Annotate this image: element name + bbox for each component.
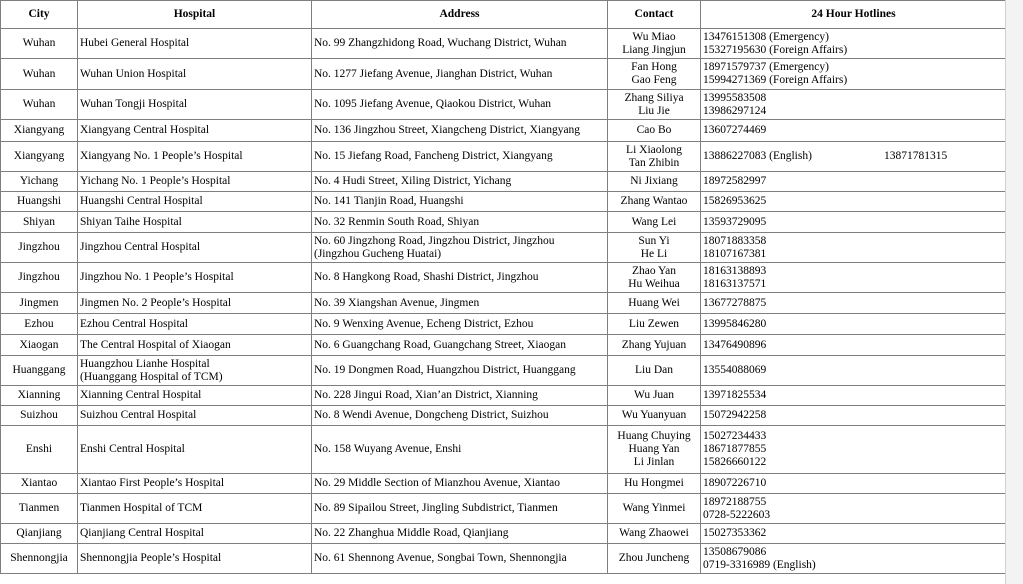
hotline-number: 13995583508 <box>703 91 767 104</box>
hospital-cell: Xiangyang No. 1 People’s Hospital <box>78 142 312 172</box>
table-row <box>1 120 1007 142</box>
hotline-cell: 13607274469 <box>701 120 1007 142</box>
hotline-number: 13886227083 (English) <box>703 150 812 162</box>
hospital-cell: Qianjiang Central Hospital <box>78 524 312 544</box>
address-line: No. 60 Jingzhong Road, Jingzhou District, Jingzhou <box>314 234 555 247</box>
hotline-number: 18972188755 <box>703 495 767 508</box>
contact-name: Tan Zhibin <box>628 156 680 169</box>
contact-cell: Huang Wei <box>608 293 701 314</box>
hotline-cell: 13476490896 <box>701 335 1007 356</box>
contact-cell: Zhang Yujuan <box>608 335 701 356</box>
table-row <box>1 233 1007 263</box>
table-row <box>1 142 1007 172</box>
city-cell: Qianjiang <box>1 524 78 544</box>
hospital-cell: Tianmen Hospital of TCM <box>78 494 312 524</box>
hotline-number: 18671877855 <box>703 443 767 455</box>
header-row <box>1 1 1007 29</box>
hotline-cell <box>701 233 1007 263</box>
table-row <box>1 335 1007 356</box>
window-edge <box>1005 0 1023 584</box>
hotline-cell <box>701 544 1007 574</box>
hotline-number: 18163137571 <box>703 277 767 290</box>
address-cell: No. 32 Renmin South Road, Shiyan <box>312 212 608 233</box>
hotline-number: 13508679086 <box>703 545 767 558</box>
address-cell: No. 1277 Jiefang Avenue, Jianghan District, Wuhan <box>312 59 608 90</box>
hospital-cell: Shennongjia People’s Hospital <box>78 544 312 574</box>
hotline-number: 0728-5222603 <box>703 508 771 521</box>
address-cell: No. 61 Shennong Avenue, Songbai Town, Shennongjia <box>312 544 608 574</box>
contact-name: Fan Hong <box>631 61 677 73</box>
hospital-cell: The Central Hospital of Xiaogan <box>78 335 312 356</box>
table-row <box>1 263 1007 293</box>
table-row <box>1 172 1007 192</box>
hotline-cell: 15072942258 <box>701 406 1007 426</box>
table-row <box>1 314 1007 335</box>
table-row <box>1 406 1007 426</box>
contact-cell <box>608 90 701 120</box>
address-cell: No. 4 Hudi Street, Xiling District, Yichang <box>312 172 608 192</box>
contact-cell: Wu Juan <box>608 386 701 406</box>
contact-cell: Liu Dan <box>608 356 701 386</box>
contact-name: Gao Feng <box>631 74 677 86</box>
address-cell: No. 22 Zhanghua Middle Road, Qianjiang <box>312 524 608 544</box>
hospital-cell: Yichang No. 1 People’s Hospital <box>78 172 312 192</box>
contact-name: Hu Weihua <box>628 277 680 290</box>
hotline-number: 0719-3316989 (English) <box>703 558 816 571</box>
table-row <box>1 524 1007 544</box>
city-cell: Yichang <box>1 172 78 192</box>
address-cell: No. 19 Dongmen Road, Huangzhou District, Huanggang <box>312 356 608 386</box>
hotline-number: 13476151308 (Emergency) <box>703 30 829 43</box>
hotline-cell <box>701 494 1007 524</box>
city-cell: Suizhou <box>1 406 78 426</box>
hotline-cell: 15027353362 <box>701 524 1007 544</box>
hospital-cell: Hubei General Hospital <box>78 29 312 59</box>
contact-cell <box>608 59 701 90</box>
city-cell: Ezhou <box>1 314 78 335</box>
address-cell: No. 1095 Jiefang Avenue, Qiaokou District, Wuhan <box>312 90 608 120</box>
header-hospital: Hospital <box>78 1 312 29</box>
contact-cell: Cao Bo <box>608 120 701 142</box>
hotline-number: 18971579737 (Emergency) <box>703 61 829 73</box>
contact-cell <box>608 29 701 59</box>
hotline-cell: 13995846280 <box>701 314 1007 335</box>
hospital-line: (Huanggang Hospital of TCM) <box>80 370 223 383</box>
table-row <box>1 494 1007 524</box>
hospital-cell: Jingmen No. 2 People’s Hospital <box>78 293 312 314</box>
hotline-number: 15994271369 (Foreign Affairs) <box>703 74 848 86</box>
table-row <box>1 90 1007 120</box>
hospital-line: Huangzhou Lianhe Hospital <box>80 357 210 370</box>
contact-cell: Ni Jixiang <box>608 172 701 192</box>
address-cell: No. 39 Xiangshan Avenue, Jingmen <box>312 293 608 314</box>
hotline-cell: 13677278875 <box>701 293 1007 314</box>
contact-name: Zhang Siliya <box>624 91 684 104</box>
city-cell: Xiaogan <box>1 335 78 356</box>
hospital-cell: Wuhan Tongji Hospital <box>78 90 312 120</box>
hotline-number: 15826660122 <box>703 456 767 468</box>
table-row <box>1 59 1007 90</box>
hotline-cell <box>701 29 1007 59</box>
hospital-cell: Xiantao First People’s Hospital <box>78 474 312 494</box>
city-cell: Xianning <box>1 386 78 406</box>
contact-name: Wu Miao <box>632 30 676 43</box>
hospital-cell: Suizhou Central Hospital <box>78 406 312 426</box>
contact-name: Liu Jie <box>638 104 670 117</box>
hotline-number: 15327195630 (Foreign Affairs) <box>703 43 848 56</box>
hospital-cell: Jingzhou No. 1 People’s Hospital <box>78 263 312 293</box>
hotline-cell: 15826953625 <box>701 192 1007 212</box>
table-row <box>1 293 1007 314</box>
hospital-cell: Xianning Central Hospital <box>78 386 312 406</box>
table-row <box>1 474 1007 494</box>
hospital-cell: Jingzhou Central Hospital <box>78 233 312 263</box>
address-cell: No. 6 Guangchang Road, Guangchang Street, Xiaogan <box>312 335 608 356</box>
contact-cell: Wang Zhaowei <box>608 524 701 544</box>
hospital-cell: Enshi Central Hospital <box>78 426 312 474</box>
contact-cell <box>608 263 701 293</box>
contact-name: Li Jinlan <box>633 456 675 468</box>
address-cell: No. 8 Wendi Avenue, Dongcheng District, Suizhou <box>312 406 608 426</box>
city-cell: Wuhan <box>1 59 78 90</box>
header-address: Address <box>312 1 608 29</box>
contact-name: Huang Chuying <box>617 430 691 442</box>
hotline-number: 15027234433 <box>703 430 767 442</box>
contact-cell <box>608 426 701 474</box>
city-cell: Xiangyang <box>1 120 78 142</box>
header-city: City <box>1 1 78 29</box>
address-cell: No. 228 Jingui Road, Xian’an District, Xianning <box>312 386 608 406</box>
contact-name: Huang Yan <box>628 443 680 455</box>
address-cell: No. 136 Jingzhou Street, Xiangcheng District, Xiangyang <box>312 120 608 142</box>
contact-cell: Zhang Wantao <box>608 192 701 212</box>
table-row <box>1 356 1007 386</box>
header-hotlines: 24 Hour Hotlines <box>701 1 1007 29</box>
hotline-number: 18107167381 <box>703 247 767 260</box>
hospital-cell: Shiyan Taihe Hospital <box>78 212 312 233</box>
hotline-number: 18163138893 <box>703 264 767 277</box>
address-cell: No. 8 Hangkong Road, Shashi District, Jingzhou <box>312 263 608 293</box>
hospital-cell: Ezhou Central Hospital <box>78 314 312 335</box>
contact-name: Liang Jingjun <box>622 43 686 56</box>
hotline-cell: 13593729095 <box>701 212 1007 233</box>
city-cell: Jingzhou <box>1 233 78 263</box>
hotline-cell <box>701 263 1007 293</box>
address-cell: No. 15 Jiefang Road, Fancheng District, Xiangyang <box>312 142 608 172</box>
hotline-cell: 13971825534 <box>701 386 1007 406</box>
city-cell: Jingmen <box>1 293 78 314</box>
hospital-cell: Wuhan Union Hospital <box>78 59 312 90</box>
table-row <box>1 386 1007 406</box>
table-row <box>1 192 1007 212</box>
contact-cell: Wang Yinmei <box>608 494 701 524</box>
hotline-cell <box>701 90 1007 120</box>
table-row <box>1 426 1007 474</box>
city-cell: Wuhan <box>1 90 78 120</box>
contact-cell: Wu Yuanyuan <box>608 406 701 426</box>
contact-name: Zhao Yan <box>631 264 677 277</box>
address-cell <box>312 233 608 263</box>
table-row <box>1 544 1007 574</box>
contact-cell: Wang Lei <box>608 212 701 233</box>
hospital-cell: Huangshi Central Hospital <box>78 192 312 212</box>
hotline-number: 13986297124 <box>703 104 767 117</box>
city-cell: Enshi <box>1 426 78 474</box>
table-row <box>1 212 1007 233</box>
city-cell: Xiangyang <box>1 142 78 172</box>
contact-cell: Liu Zewen <box>608 314 701 335</box>
hotline-number: 18071883358 <box>703 234 767 247</box>
contact-cell: Hu Hongmei <box>608 474 701 494</box>
city-cell: Shiyan <box>1 212 78 233</box>
hotline-number: 13871781315 <box>883 150 948 162</box>
city-cell: Wuhan <box>1 29 78 59</box>
hospital-cell: Xiangyang Central Hospital <box>78 120 312 142</box>
contact-name: Li Xiaolong <box>626 143 682 156</box>
address-cell: No. 9 Wenxing Avenue, Echeng District, Ezhou <box>312 314 608 335</box>
hotline-cell: 18907226710 <box>701 474 1007 494</box>
city-cell: Tianmen <box>1 494 78 524</box>
hotline-cell: 18972582997 <box>701 172 1007 192</box>
hotline-cell <box>701 426 1007 474</box>
hotline-cell <box>701 142 1007 172</box>
contact-name: He Li <box>640 247 668 260</box>
address-cell: No. 29 Middle Section of Mianzhou Avenue, Xiantao <box>312 474 608 494</box>
contact-cell <box>608 233 701 263</box>
contact-name: Sun Yi <box>638 234 670 247</box>
address-line: (Jingzhou Gucheng Huatai) <box>314 247 442 260</box>
city-cell: Shennongjia <box>1 544 78 574</box>
city-cell: Huanggang <box>1 356 78 386</box>
table-row <box>1 29 1007 59</box>
city-cell: Xiantao <box>1 474 78 494</box>
address-cell: No. 141 Tianjin Road, Huangshi <box>312 192 608 212</box>
contact-cell: Zhou Juncheng <box>608 544 701 574</box>
address-cell: No. 89 Sipailou Street, Jingling Subdistrict, Tianmen <box>312 494 608 524</box>
hospital-cell <box>78 356 312 386</box>
header-contact: Contact <box>608 1 701 29</box>
address-cell: No. 99 Zhangzhidong Road, Wuchang District, Wuhan <box>312 29 608 59</box>
contact-cell <box>608 142 701 172</box>
address-cell: No. 158 Wuyang Avenue, Enshi <box>312 426 608 474</box>
city-cell: Jingzhou <box>1 263 78 293</box>
city-cell: Huangshi <box>1 192 78 212</box>
hotline-cell: 13554088069 <box>701 356 1007 386</box>
hotline-cell <box>701 59 1007 90</box>
